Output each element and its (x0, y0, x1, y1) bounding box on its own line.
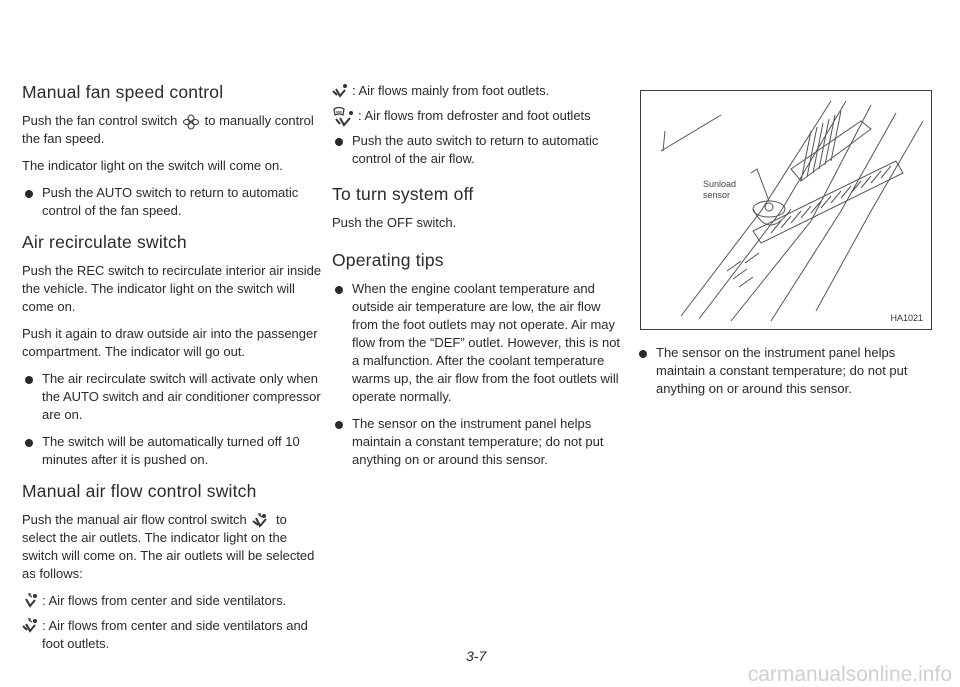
auto-air-flow-bullet-text: Push the auto switch to return to automatic control of the air flow. (352, 133, 599, 166)
fan-speed-heading: Manual fan speed control (22, 82, 224, 102)
sunload-label-line-2: sensor (703, 190, 731, 200)
recirculate-paragraph-1: Push the REC switch to recirculate interior air inside the vehicle. The indicator light on the switch will come on. (22, 263, 322, 314)
recirculate-bullet-2-text: The switch will be automatically turned off 10 minutes after it is pushed on. (42, 434, 300, 467)
tips-bullet-1 (332, 280, 628, 406)
turn-off-heading: To turn system off (332, 184, 474, 204)
recirculate-bullet-1 (22, 370, 322, 424)
bullet-dot (335, 286, 343, 294)
fan-indicator-paragraph: The indicator light on the switch will come on. (22, 158, 283, 173)
bilevel-mode-icon (22, 617, 40, 635)
foot-mode-icon (332, 82, 350, 100)
vent-mode-text: : Air flows from center and side ventilators. (42, 593, 287, 608)
air-flow-option-defrost-foot (332, 107, 628, 125)
sensor-bullet-text: The sensor on the instrument panel helps maintain a constant temperature; do not put anything on or around this sensor. (656, 345, 908, 396)
air-flow-option-foot (332, 82, 628, 100)
bullet-dot (25, 190, 33, 198)
fan-auto-bullet (22, 184, 322, 220)
middle-column (332, 82, 628, 478)
figure-code: HA1021 (890, 313, 923, 323)
bullet-dot (639, 350, 647, 358)
sensor-bullet (636, 344, 936, 398)
fan-speed-text-2: to manually control the fan speed. (22, 113, 314, 146)
bullet-dot (25, 376, 33, 384)
vent-mode-icon (22, 592, 40, 610)
air-flow-option-bilevel (22, 617, 322, 653)
air-flow-paragraph (22, 511, 322, 583)
turn-off-paragraph: Push the OFF switch. (332, 215, 457, 230)
sunload-sensor-figure (640, 90, 932, 330)
sunload-label-line-1: Sunload (703, 179, 737, 189)
air-flow-option-vent (22, 592, 322, 610)
watermark: carmanualsonline.info (747, 663, 952, 686)
left-column (22, 82, 322, 660)
foot-mode-text: : Air flows mainly from foot outlets. (352, 83, 550, 98)
defrost-foot-mode-text: : Air flows from defroster and foot outlets (358, 108, 591, 123)
defrost-foot-mode-icon (332, 107, 356, 127)
fan-auto-bullet-text: Push the AUTO switch to return to automatic control of the fan speed. (42, 185, 299, 218)
tips-bullet-2-text: The sensor on the instrument panel helps maintain a constant temperature; do not put anything on or around this sensor. (352, 416, 604, 467)
right-column (636, 84, 936, 407)
fan-speed-paragraph (22, 112, 322, 148)
recirculate-heading: Air recirculate switch (22, 232, 187, 252)
sunload-sensor-label (703, 179, 763, 201)
recirculate-bullet-1-text: The air recirculate switch will activate only when the AUTO switch and air conditioner compressor are on. (42, 371, 321, 422)
air-flow-heading: Manual air flow control switch (22, 481, 257, 501)
page-number: 3-7 (466, 648, 487, 664)
bullet-dot (25, 439, 33, 447)
air-flow-text-2: to select the air outlets. The indicator light on the switch will come on. The air outlets will be selected as follows: (22, 512, 315, 581)
bilevel-mode-text: : Air flows from center and side ventilators and foot outlets. (42, 618, 308, 651)
tips-bullet-1-text: When the engine coolant temperature and outside air temperature are low, the air flow from the foot outlets may not operate. Air may flow from the “DEF” outlet. However, this is not a malfunction. After the coolant temperature warms up, the air flow from the foot outlets will operate normally. (352, 281, 621, 404)
dashboard-illustration (641, 91, 931, 329)
recirculate-paragraph-2: Push it again to draw outside air into the passenger compartment. The indicator will go out. (22, 326, 318, 359)
auto-air-flow-bullet (332, 132, 628, 168)
fan-icon (181, 114, 201, 130)
bullet-dot (335, 421, 343, 429)
air-flow-switch-icon (250, 513, 272, 529)
air-flow-text-1: Push the manual air flow control switch (22, 512, 247, 527)
recirculate-bullet-2 (22, 433, 322, 469)
fan-speed-text-1: Push the fan control switch (22, 113, 178, 128)
tips-bullet-2 (332, 415, 628, 469)
bullet-dot (335, 138, 343, 146)
operating-tips-heading: Operating tips (332, 250, 444, 270)
